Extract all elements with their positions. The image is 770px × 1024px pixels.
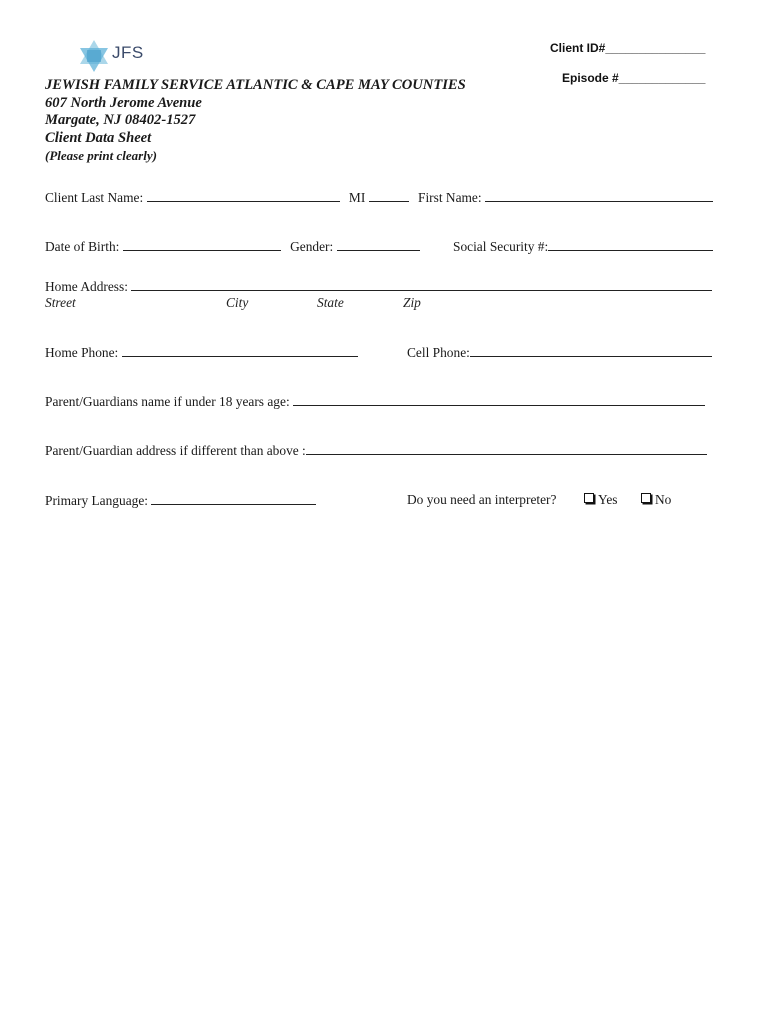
- guardian-address-label: Parent/Guardian address if different than above :: [45, 443, 306, 458]
- last-name-input[interactable]: [147, 189, 340, 202]
- episode-field: Episode #_____________: [562, 71, 706, 85]
- address-zip-hint: Zip: [403, 295, 421, 310]
- first-name-label: First Name:: [418, 190, 482, 205]
- gender-input[interactable]: [337, 238, 420, 251]
- yes-checkbox[interactable]: [584, 493, 594, 503]
- home-phone-row: [45, 344, 358, 361]
- org-address-line1: 607 North Jerome Avenue: [45, 94, 202, 111]
- home-address-row: [45, 278, 712, 295]
- org-address-line2: Margate, NJ 08402-1527: [45, 112, 196, 128]
- address-city-hint: City: [226, 295, 249, 310]
- logo-text: JFS: [112, 43, 144, 62]
- ssn-row: [453, 238, 713, 255]
- primary-language-row: [45, 492, 316, 509]
- home-address-label: Home Address:: [45, 279, 128, 294]
- address-state-hint: State: [317, 295, 344, 310]
- cell-phone-row: [407, 344, 712, 361]
- guardian-name-label: Parent/Guardians name if under 18 years age:: [45, 394, 290, 409]
- organization-block: [45, 77, 466, 165]
- sheet-title: Client Data Sheet: [45, 129, 152, 146]
- mi-label: MI: [348, 190, 366, 205]
- interpreter-yes-option[interactable]: [584, 492, 617, 508]
- guardian-name-row: [45, 393, 705, 410]
- dob-input[interactable]: [123, 238, 281, 251]
- jfs-logo: [78, 39, 158, 73]
- guardian-address-input[interactable]: [306, 442, 707, 455]
- last-name-label: Client Last Name:: [45, 190, 144, 205]
- primary-language-label: Primary Language:: [45, 493, 148, 508]
- ssn-label: Social Security #:: [453, 239, 549, 254]
- first-name-input[interactable]: [485, 189, 713, 202]
- cell-phone-label: Cell Phone:: [407, 345, 470, 360]
- interpreter-question: Do you need an interpreter?: [407, 492, 557, 507]
- yes-label: Yes: [598, 492, 618, 507]
- no-checkbox[interactable]: [641, 493, 651, 503]
- org-name: JEWISH FAMILY SERVICE ATLANTIC & CAPE MAY COUNTIES: [45, 77, 466, 93]
- last-name-row: [45, 189, 713, 206]
- address-street-hint: Street: [45, 295, 76, 310]
- interpreter-no-option[interactable]: [641, 492, 671, 508]
- primary-language-input[interactable]: [151, 492, 316, 505]
- guardian-name-input[interactable]: [293, 393, 705, 406]
- home-phone-label: Home Phone:: [45, 345, 119, 360]
- ssn-input[interactable]: [548, 238, 713, 251]
- star-of-david-icon: [78, 39, 110, 73]
- dob-label: Date of Birth:: [45, 239, 120, 254]
- cell-phone-input[interactable]: [470, 344, 712, 357]
- print-note: (Please print clearly): [45, 148, 157, 163]
- dob-row: [45, 238, 420, 255]
- client-id-field: Client ID#_______________: [550, 41, 706, 55]
- no-label: No: [655, 492, 672, 507]
- home-phone-input[interactable]: [122, 344, 358, 357]
- guardian-address-row: [45, 442, 707, 459]
- mi-input[interactable]: [369, 189, 409, 202]
- gender-label: Gender:: [290, 239, 334, 254]
- home-address-input[interactable]: [131, 278, 712, 291]
